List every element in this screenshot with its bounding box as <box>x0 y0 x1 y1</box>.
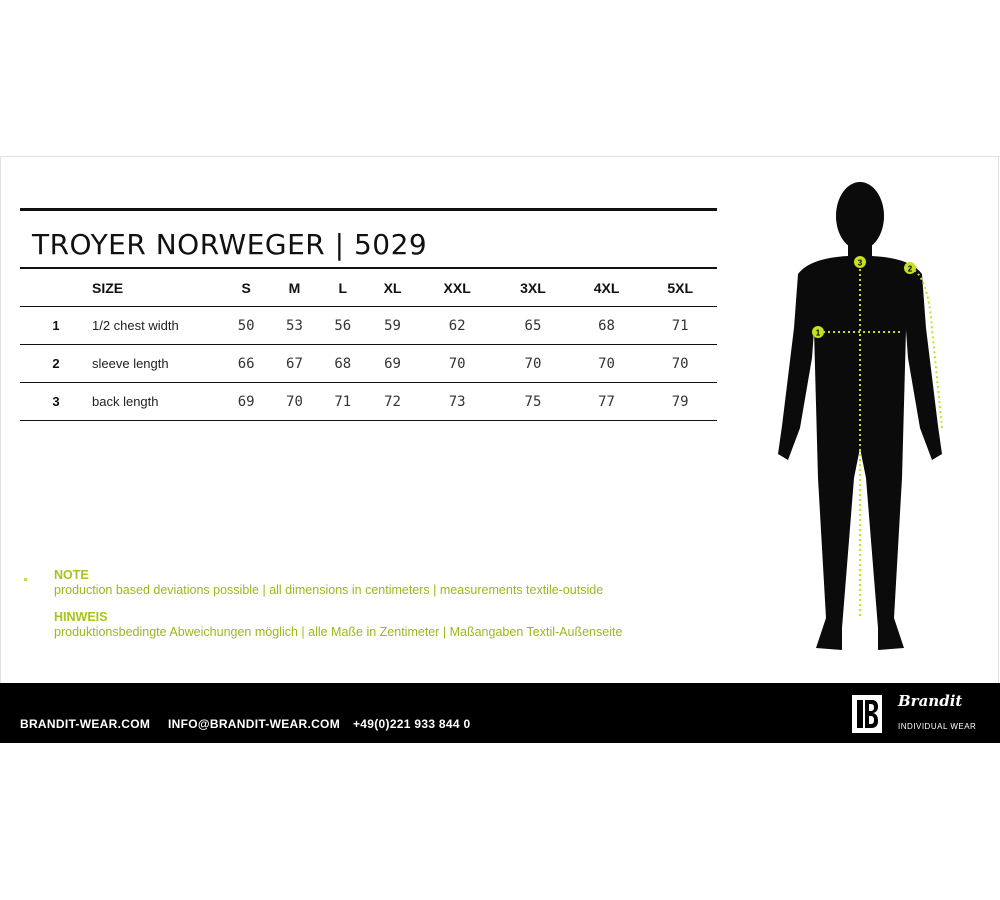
table-cell: 62 <box>418 307 496 345</box>
marker-2-label: 2 <box>907 264 913 274</box>
table-cell: 50 <box>222 307 270 345</box>
email-link[interactable]: INFO@BRANDIT-WEAR.COM <box>168 717 340 731</box>
table-header-cell: 3XL <box>496 268 570 307</box>
table-header-row <box>20 268 717 307</box>
table-header-cell: S <box>222 268 270 307</box>
table-cell: 69 <box>222 383 270 421</box>
hinweis-heading: HINWEIS <box>54 610 108 624</box>
table-cell: 70 <box>418 345 496 383</box>
row-number: 2 <box>20 345 92 383</box>
table-header-cell: XL <box>367 268 418 307</box>
brandit-logo-icon <box>852 695 882 733</box>
table-cell: 70 <box>270 383 318 421</box>
table-cell: 65 <box>496 307 570 345</box>
notes-block <box>54 568 622 640</box>
table-cell: 70 <box>643 345 717 383</box>
marker-3-label: 3 <box>857 258 863 268</box>
page-title: TROYER NORWEGER | 5029 <box>32 228 428 261</box>
table-cell: 68 <box>319 345 367 383</box>
table-header-cell: 5XL <box>643 268 717 307</box>
table-header-cell: L <box>319 268 367 307</box>
footer-bar <box>0 683 1000 743</box>
marker-2-icon <box>904 262 916 274</box>
table-header-cell: M <box>270 268 318 307</box>
row-number: 3 <box>20 383 92 421</box>
table-header-size: SIZE <box>92 268 222 307</box>
row-label: 1/2 chest width <box>92 307 222 345</box>
table-header-blank <box>20 268 92 307</box>
note-text: production based deviations possible | all dimensions in centimeters | measurements textile-outside <box>54 583 604 597</box>
table-cell: 72 <box>367 383 418 421</box>
marker-1-label: 1 <box>815 328 821 338</box>
table-cell: 79 <box>643 383 717 421</box>
table-row <box>20 383 717 421</box>
hinweis-text: produktionsbedingte Abweichungen möglich | alle Maße in Zentimeter | Maßangaben Textil-Außenseite <box>54 625 623 639</box>
marker-1-icon <box>812 326 824 338</box>
table-cell: 71 <box>643 307 717 345</box>
row-number: 1 <box>20 307 92 345</box>
brand-tagline: INDIVIDUAL WEAR <box>898 722 977 731</box>
table-cell: 71 <box>319 383 367 421</box>
table-row <box>20 307 717 345</box>
body-silhouette-figure <box>770 178 950 658</box>
table-row <box>20 345 717 383</box>
phone-link[interactable]: +49(0)221 933 844 0 <box>353 717 471 731</box>
table-header-cell: 4XL <box>570 268 644 307</box>
table-cell: 73 <box>418 383 496 421</box>
table-cell: 53 <box>270 307 318 345</box>
table-cell: 66 <box>222 345 270 383</box>
size-table <box>20 267 717 421</box>
table-header-cell: XXL <box>418 268 496 307</box>
table-cell: 70 <box>496 345 570 383</box>
table-cell: 68 <box>570 307 644 345</box>
marker-3-icon <box>854 256 866 268</box>
table-cell: 70 <box>570 345 644 383</box>
brand-name: Brandit <box>898 692 963 710</box>
note-marker <box>24 578 27 581</box>
table-cell: 77 <box>570 383 644 421</box>
table-cell: 59 <box>367 307 418 345</box>
table-cell: 69 <box>367 345 418 383</box>
table-cell: 75 <box>496 383 570 421</box>
table-cell: 67 <box>270 345 318 383</box>
title-block <box>20 208 717 265</box>
table-cell: 56 <box>319 307 367 345</box>
note-heading: NOTE <box>54 568 89 582</box>
website-link[interactable]: BRANDIT-WEAR.COM <box>20 717 151 731</box>
row-label: back length <box>92 383 222 421</box>
row-label: sleeve length <box>92 345 222 383</box>
